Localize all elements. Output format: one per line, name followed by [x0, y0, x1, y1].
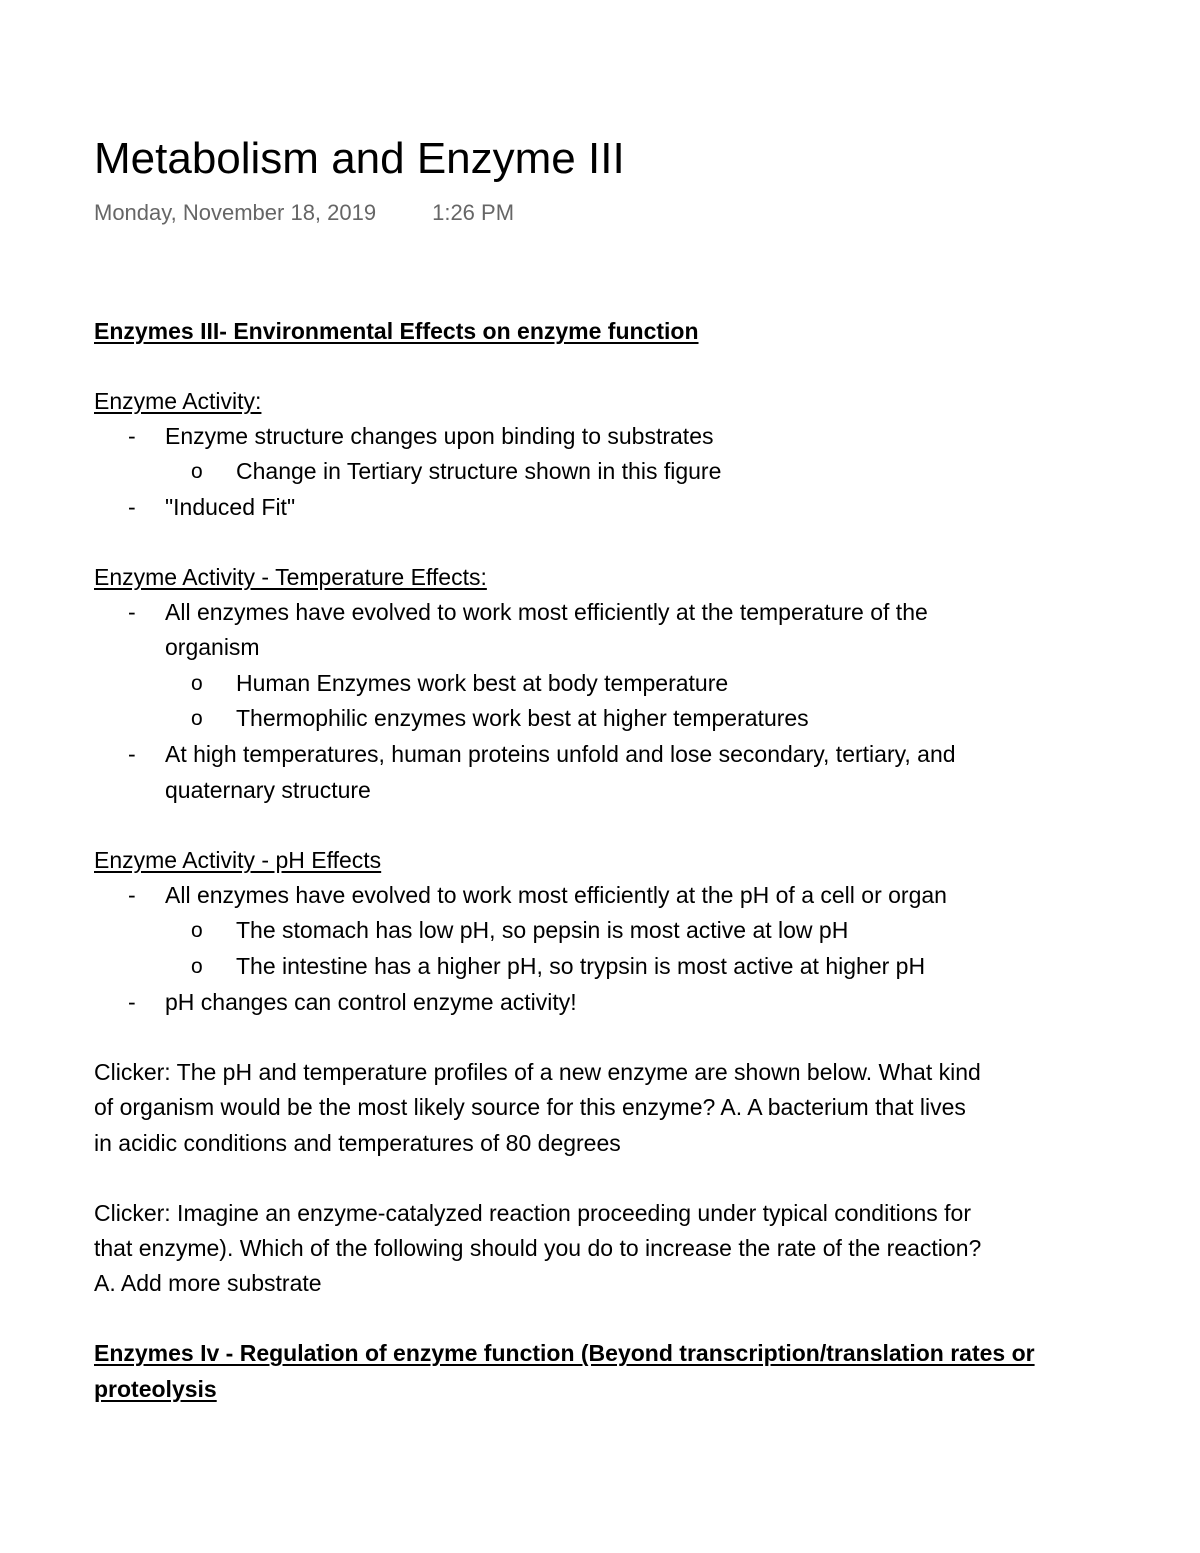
list-item: Change in Tertiary structure shown in this figure [236, 458, 722, 484]
clicker-question-1-line: Clicker: The pH and temperature profiles of a new enzyme are shown below. What kind [94, 1059, 981, 1085]
circle-bullet: o [191, 707, 203, 730]
circle-bullet: o [191, 919, 203, 942]
list-item: Thermophilic enzymes work best at higher temperatures [236, 705, 809, 731]
circle-bullet: o [191, 460, 203, 483]
dash-bullet: - [128, 599, 136, 625]
dash-bullet: - [128, 494, 136, 520]
clicker-question-1-line: of organism would be the most likely source for this enzyme? A. A bacterium that lives [94, 1094, 966, 1120]
section-heading-regulation-continuation: proteolysis [94, 1376, 217, 1402]
circle-bullet: o [191, 672, 203, 695]
list-item: Enzyme structure changes upon binding to substrates [165, 423, 714, 449]
dash-bullet: - [128, 741, 136, 767]
clicker-question-2-line: A. Add more substrate [94, 1270, 322, 1296]
page-time: 1:26 PM [432, 200, 515, 225]
list-item: Human Enzymes work best at body temperature [236, 670, 729, 696]
list-item: The intestine has a higher pH, so trypsin is most active at higher pH [236, 953, 926, 979]
list-item: "Induced Fit" [165, 494, 296, 520]
list-item-continuation: quaternary structure [165, 777, 371, 803]
list-item: All enzymes have evolved to work most efficiently at the temperature of the [165, 599, 928, 625]
section-heading-environmental-effects: Enzymes III- Environmental Effects on enzyme function [94, 318, 699, 344]
subheading-enzyme-activity: Enzyme Activity: [94, 388, 262, 414]
list-item: pH changes can control enzyme activity! [165, 989, 577, 1015]
clicker-question-2-line: Clicker: Imagine an enzyme-catalyzed reaction proceeding under typical conditions for [94, 1200, 972, 1226]
list-item-continuation: organism [165, 634, 260, 660]
section-heading-regulation: Enzymes Iv - Regulation of enzyme function (Beyond transcription/translation rates or [94, 1340, 1035, 1366]
clicker-question-2-line: that enzyme). Which of the following should you do to increase the rate of the reaction? [94, 1235, 982, 1261]
dash-bullet: - [128, 882, 136, 908]
dash-bullet: - [128, 989, 136, 1015]
page-date: Monday, November 18, 2019 [94, 200, 377, 225]
clicker-question-1-line: in acidic conditions and temperatures of 80 degrees [94, 1130, 621, 1156]
list-item: The stomach has low pH, so pepsin is most active at low pH [236, 917, 849, 943]
page-dateline [94, 198, 514, 228]
list-item: At high temperatures, human proteins unfold and lose secondary, tertiary, and [165, 741, 956, 767]
circle-bullet: o [191, 955, 203, 978]
subheading-temperature-effects: Enzyme Activity - Temperature Effects: [94, 564, 487, 590]
list-item: All enzymes have evolved to work most efficiently at the pH of a cell or organ [165, 882, 947, 908]
dash-bullet: - [128, 423, 136, 449]
page-title: Metabolism and Enzyme III [94, 134, 625, 183]
subheading-ph-effects: Enzyme Activity - pH Effects [94, 847, 382, 873]
